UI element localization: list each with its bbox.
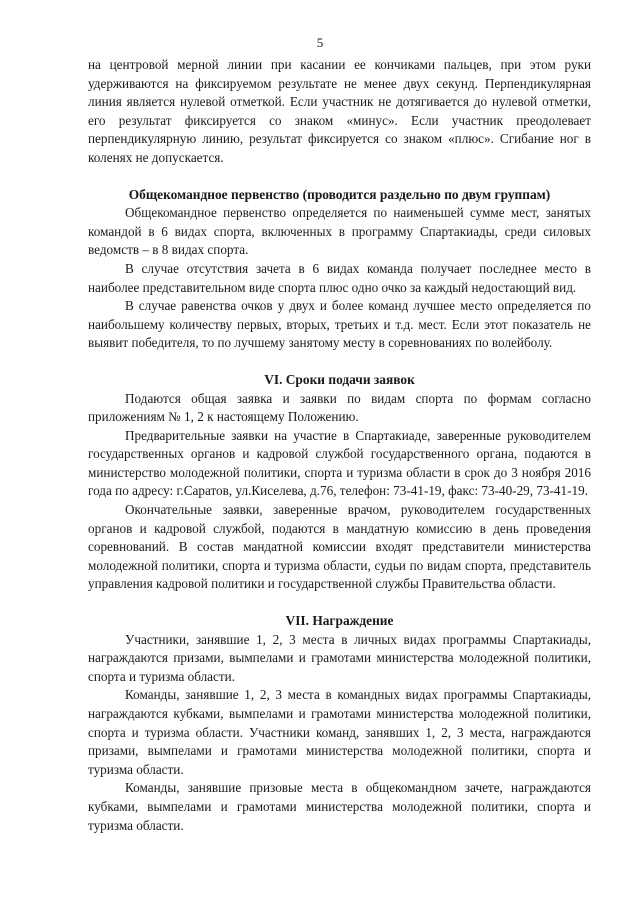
section-vi-heading: VI. Сроки подачи заявок <box>264 371 415 387</box>
team-paragraph-3: В случае равенства очков у двух и более команд лучшее место определяется по наибольшему количеству первых, вторых, третьих и т.д. мест. Если этот показатель не выявит победителя, то по лучшему занятому месту в соревнованиях по волейболу. <box>88 298 591 351</box>
section-vi-paragraph-1: Подаются общая заявка и заявки по видам спорта по формам согласно приложениям № 1, 2 к настоящему Положению. <box>88 390 591 425</box>
team-paragraph-1: Общекомандное первенство определяется по наименьшей сумме мест, занятых командой в 6 видах спорта, включенных в программу Спартакиады, среди силовых ведомств – в 8 видах спорта. <box>88 205 591 258</box>
team-championship-heading: Общекомандное первенство (проводится раздельно по двум группам) <box>128 186 551 202</box>
section-vi-paragraph-3: Окончательные заявки, заверенные врачом, руководителем государственных органов и кадровой службой, подаются в мандатную комиссию в день проведения соревнований. В состав мандатной комиссии входят представители министерства молодежной политики, спорта и туризма области, судьи по видам спорта, представитель управления кадровой политики и государственной службы Правительства области. <box>88 502 591 592</box>
intro-paragraph: на центровой мерной линии при касании ее кончиками пальцев, при этом руки удерживаются на фиксируемом результате не менее двух секунд. Перпендикулярная линия является нулевой отметкой. Если участник не дотягивается до нулевой отметки, его результат фиксируется со знаком «минус». Если участник преодолевает перпендикулярную линию, результат фиксируется со знаком «плюс». Сгибание ног в коленях не допускается. <box>88 57 591 165</box>
page-number: 5 <box>316 35 324 50</box>
section-vii-paragraph-3: Команды, занявшие призовые места в общекомандном зачете, награждаются кубками, вымпелами и грамотами министерства молодежной политики, спорта и туризма области. <box>88 780 591 833</box>
section-vii-heading: VII. Награждение <box>285 613 394 629</box>
section-vi-paragraph-2: Предварительные заявки на участие в Спартакиаде, заверенные руководителем государственных органов и кадровой службой государственного органа, подаются в министерство молодежной политики, спорта и туризма области в срок до 3 ноября 2016 года по адресу: г.Саратов, ул.Киселева, д.76, телефон: 73-41-19, факс: 73-40-29, 73-41-19. <box>88 427 591 499</box>
section-vii-paragraph-1: Участники, занявшие 1, 2, 3 места в личных видах программы Спартакиады, награждаются призами, вымпелами и грамотами министерства молодежной политики, спорта и туризма области. <box>88 631 591 684</box>
document-body <box>88 56 591 835</box>
section-vii-paragraph-2: Команды, занявшие 1, 2, 3 места в командных видах программы Спартакиады, награждаются кубками, вымпелами и грамотами министерства молодежной политики, спорта и туризма области. Участники команд, занявших 1, 2, 3 места, награждаются призами, вымпелами и грамотами министерства молодежной политики, спорта и туризма области. <box>88 687 591 777</box>
team-paragraph-2: В случае отсутствия зачета в 6 видах команда получает последнее место в наиболее представительном виде спорта плюс одно очко за каждый недостающий вид. <box>88 260 591 295</box>
